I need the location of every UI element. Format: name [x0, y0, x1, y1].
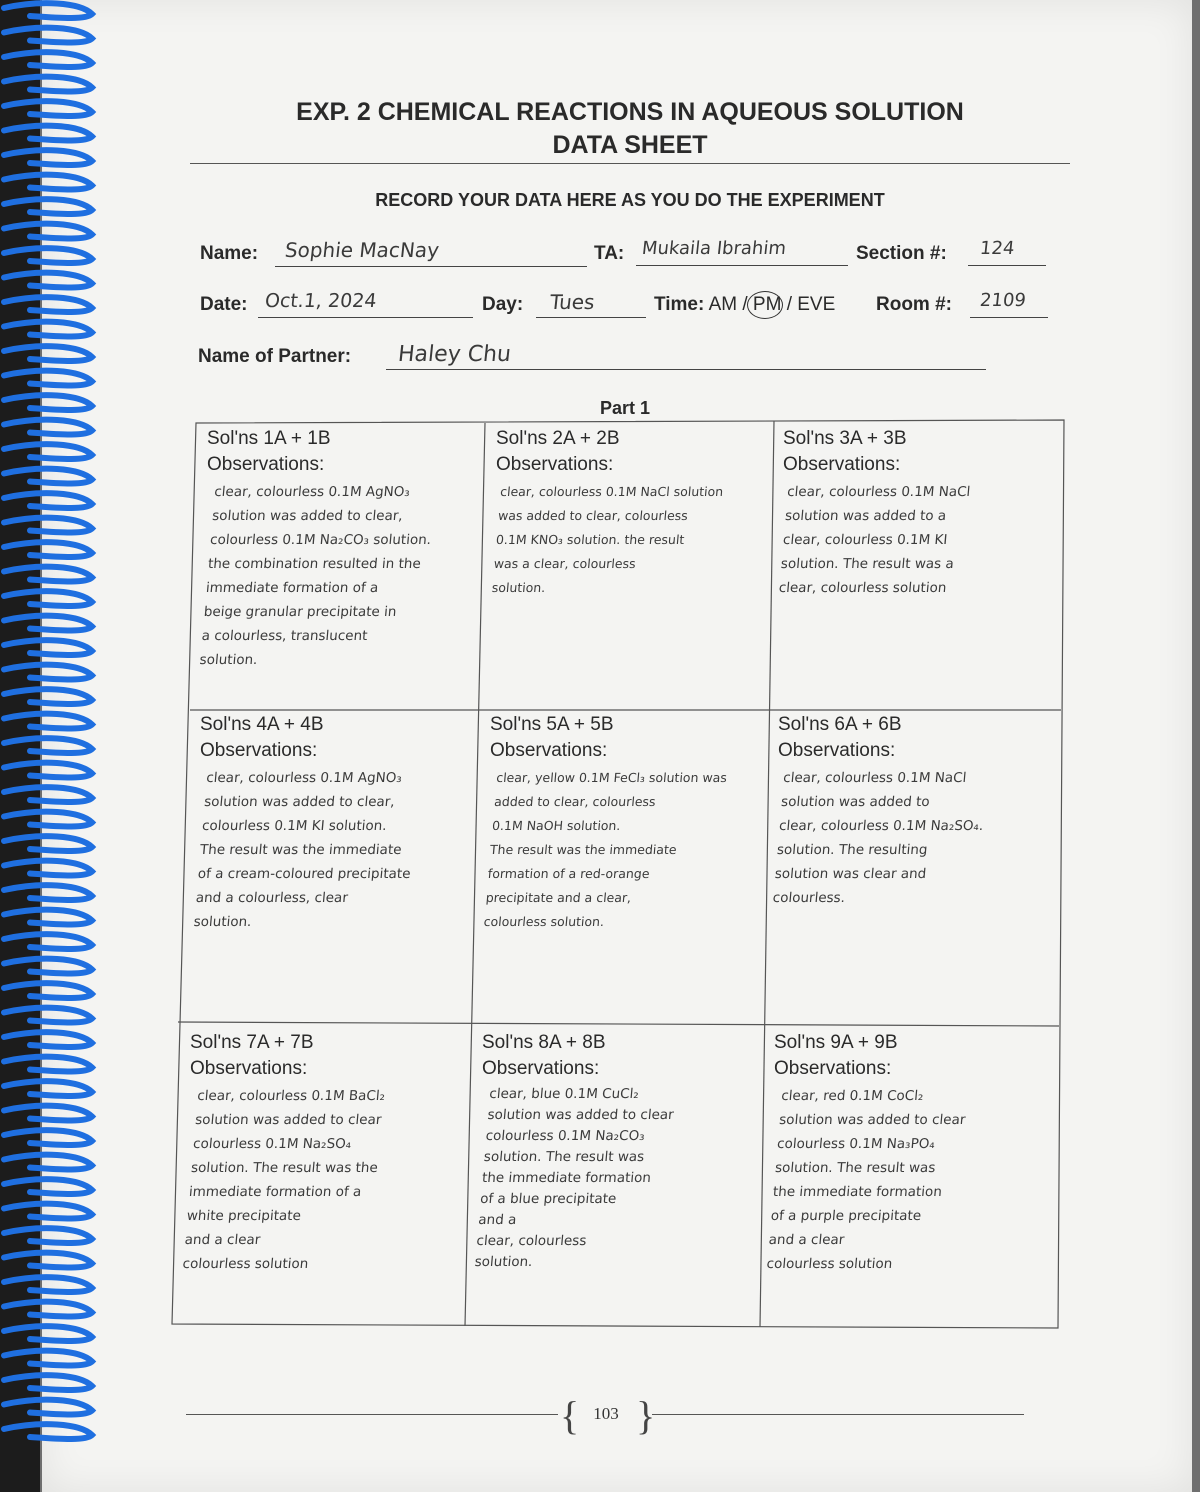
note-line: clear, colourless 0.1M Na₂SO₄.	[778, 818, 984, 834]
partner-label: Name of Partner:	[198, 346, 352, 367]
note-line: clear, colourless solution	[778, 580, 948, 596]
note-line: The result was the immediate	[199, 842, 403, 858]
cell-7-notes[interactable]	[182, 1084, 471, 1276]
cell-2	[491, 426, 768, 600]
note-line: clear, colourless 0.1M KI	[782, 532, 949, 548]
note-line: solution was clear and	[774, 866, 927, 882]
note-line: formation of a red-orange	[487, 866, 651, 881]
note-line: and a colourless, clear	[195, 890, 349, 906]
note-line: colourless 0.1M Na₂CO₃ solution.	[209, 532, 432, 548]
note-line: a colourless, translucent	[201, 628, 369, 644]
note-line: solution was added to clear,	[211, 508, 404, 524]
note-line: The result was the immediate	[489, 842, 678, 857]
cell-5-title: Sol'ns 5A + 5B	[490, 714, 614, 735]
date-label: Date:	[200, 294, 248, 315]
cell-9-observations-label: Observations:	[774, 1058, 892, 1079]
note-line: solution was added to clear	[486, 1107, 675, 1123]
note-line: colourless 0.1M Na₂CO₃	[485, 1128, 646, 1144]
note-line: colourless solution	[765, 1256, 894, 1272]
partner-field[interactable]: Haley Chu	[396, 342, 513, 367]
cell-8-notes[interactable]	[474, 1084, 763, 1273]
note-line: solution. The result was	[774, 1160, 937, 1176]
title-line-2: DATA SHEET	[552, 131, 708, 159]
cell-3	[778, 426, 1051, 600]
cell-9-notes[interactable]	[766, 1084, 1061, 1276]
note-line: of a purple precipitate	[770, 1208, 922, 1224]
cell-3-title: Sol'ns 3A + 3B	[783, 428, 907, 449]
section-field[interactable]: 124	[978, 238, 1016, 259]
note-line: 0.1M NaOH solution.	[491, 818, 622, 833]
name-underline	[275, 266, 587, 267]
ta-underline	[636, 265, 848, 266]
right-brace-icon: }	[636, 1393, 656, 1438]
pm-selected-circle	[747, 291, 783, 319]
note-line: 0.1M KNO₃ solution. the result	[495, 532, 686, 547]
cell-2-observations-label: Observations:	[496, 454, 614, 475]
name-field[interactable]: Sophie MacNay	[283, 238, 441, 262]
cell-8	[473, 1030, 754, 1273]
cell-3-observations-label: Observations:	[783, 454, 901, 475]
cell-5	[483, 712, 764, 934]
note-line: the immediate formation	[772, 1184, 943, 1200]
note-line: solution was added to a	[784, 508, 947, 524]
cell-3-notes[interactable]	[778, 480, 1056, 600]
footer-rule-left	[186, 1414, 558, 1415]
note-line: clear, colourless 0.1M NaCl	[782, 770, 968, 786]
cell-2-notes[interactable]	[491, 480, 773, 600]
note-line: solution. The result was the	[190, 1160, 379, 1176]
cell-7-title: Sol'ns 7A + 7B	[190, 1032, 314, 1053]
note-line: clear, red 0.1M CoCl₂	[780, 1088, 925, 1104]
cell-1-notes[interactable]	[199, 480, 488, 672]
cell-7	[181, 1030, 462, 1276]
note-line: solution.	[193, 914, 253, 930]
cell-5-observations-label: Observations:	[490, 740, 608, 761]
note-line: clear, blue 0.1M CuCl₂	[488, 1086, 640, 1102]
cell-4-title: Sol'ns 4A + 4B	[200, 714, 324, 735]
note-line: the combination resulted in the	[207, 556, 422, 572]
cell-4	[193, 712, 476, 934]
ta-label: TA:	[594, 243, 625, 264]
time-label: Time: AM / PM / EVE	[654, 294, 835, 316]
cell-6-title: Sol'ns 6A + 6B	[778, 714, 902, 735]
cell-5-notes[interactable]	[483, 766, 772, 934]
cell-1-observations-label: Observations:	[207, 454, 325, 475]
cell-7-observations-label: Observations:	[190, 1058, 308, 1079]
note-line: was a clear, colourless	[493, 556, 637, 571]
note-line: added to clear, colourless	[493, 794, 657, 809]
room-label: Room #:	[876, 294, 952, 315]
note-line: clear, colourless 0.1M AgNO₃	[205, 770, 403, 786]
page-title	[190, 96, 1070, 162]
name-label: Name:	[200, 243, 259, 264]
note-line: of a cream-coloured precipitate	[197, 866, 412, 882]
section-label: Section #:	[856, 243, 947, 264]
note-line: solution. The resulting	[776, 842, 929, 858]
cell-8-title: Sol'ns 8A + 8B	[482, 1032, 606, 1053]
note-line: colourless 0.1M Na₃PO₄	[776, 1136, 936, 1152]
note-line: white precipitate	[186, 1208, 302, 1224]
note-line: and a	[477, 1212, 518, 1228]
note-line: immediate formation of a	[188, 1184, 362, 1200]
cell-8-observations-label: Observations:	[482, 1058, 600, 1079]
cell-1-title: Sol'ns 1A + 1B	[207, 428, 331, 449]
partner-underline	[386, 369, 986, 370]
note-line: of a blue precipitate	[479, 1191, 618, 1207]
note-line: clear, colourless 0.1M NaCl	[786, 484, 971, 500]
cell-1	[198, 426, 479, 672]
date-field[interactable]: Oct.1, 2024	[263, 290, 378, 312]
note-line: and a clear	[184, 1232, 262, 1248]
cell-2-title: Sol'ns 2A + 2B	[496, 428, 620, 449]
subtitle: RECORD YOUR DATA HERE AS YOU DO THE EXPERIMENT	[375, 190, 885, 210]
title-divider	[190, 163, 1070, 164]
note-line: immediate formation of a	[205, 580, 379, 596]
day-label: Day:	[482, 294, 524, 315]
note-line: and a clear	[768, 1232, 846, 1248]
date-underline	[258, 317, 473, 318]
note-line: the immediate formation	[481, 1170, 652, 1186]
cell-6-notes[interactable]	[772, 766, 1061, 910]
cell-4-observations-label: Observations:	[200, 740, 318, 761]
note-line: clear, colourless 0.1M NaCl solution	[499, 484, 724, 499]
note-line: solution. The result was a	[780, 556, 955, 572]
spiral-binding	[0, 0, 100, 1492]
cell-6	[772, 712, 1054, 910]
section-underline	[968, 265, 1046, 266]
day-field[interactable]: Tues	[548, 290, 596, 314]
left-brace-icon: {	[560, 1393, 580, 1438]
note-line: solution.	[198, 652, 259, 668]
note-line: colourless 0.1M Na₂SO₄	[192, 1136, 352, 1152]
note-line: solution was added to clear,	[203, 794, 396, 810]
note-line: was added to clear, colourless	[497, 508, 689, 523]
note-line: colourless solution	[181, 1256, 310, 1272]
part-1-heading: Part 1	[599, 398, 651, 418]
cell-9	[765, 1030, 1052, 1276]
note-line: colourless.	[772, 890, 846, 906]
note-line: clear, yellow 0.1M FeCl₃ solution was	[495, 770, 728, 785]
day-underline	[536, 317, 646, 318]
room-underline	[970, 317, 1048, 318]
cell-9-title: Sol'ns 9A + 9B	[774, 1032, 898, 1053]
note-line: solution.	[473, 1254, 534, 1270]
title-line-1: EXP. 2 CHEMICAL REACTIONS IN AQUEOUS SOLUTION	[296, 98, 964, 126]
note-line: colourless 0.1M KI solution.	[201, 818, 388, 834]
room-field[interactable]: 2109	[978, 290, 1027, 311]
note-line: solution was added to	[780, 794, 931, 810]
note-line: solution was added to clear	[194, 1112, 383, 1128]
note-line: precipitate and a clear,	[485, 890, 632, 905]
note-line: clear, colourless	[475, 1233, 588, 1249]
note-line: solution. The result was	[483, 1149, 645, 1165]
ta-field[interactable]: Mukaila Ibrahim	[640, 238, 788, 259]
page-number: 103	[593, 1404, 619, 1423]
note-line: beige granular precipitate in	[203, 604, 398, 620]
note-line: solution was added to clear	[778, 1112, 967, 1128]
note-line: clear, colourless 0.1M AgNO₃	[213, 484, 411, 500]
time-pm-option[interactable]: PM	[753, 294, 782, 315]
note-line: colourless solution.	[483, 914, 605, 929]
cell-4-notes[interactable]	[193, 766, 484, 934]
note-line: solution.	[491, 580, 546, 595]
cell-6-observations-label: Observations:	[778, 740, 896, 761]
footer-rule-right	[652, 1414, 1024, 1415]
note-line: clear, colourless 0.1M BaCl₂	[196, 1088, 386, 1104]
